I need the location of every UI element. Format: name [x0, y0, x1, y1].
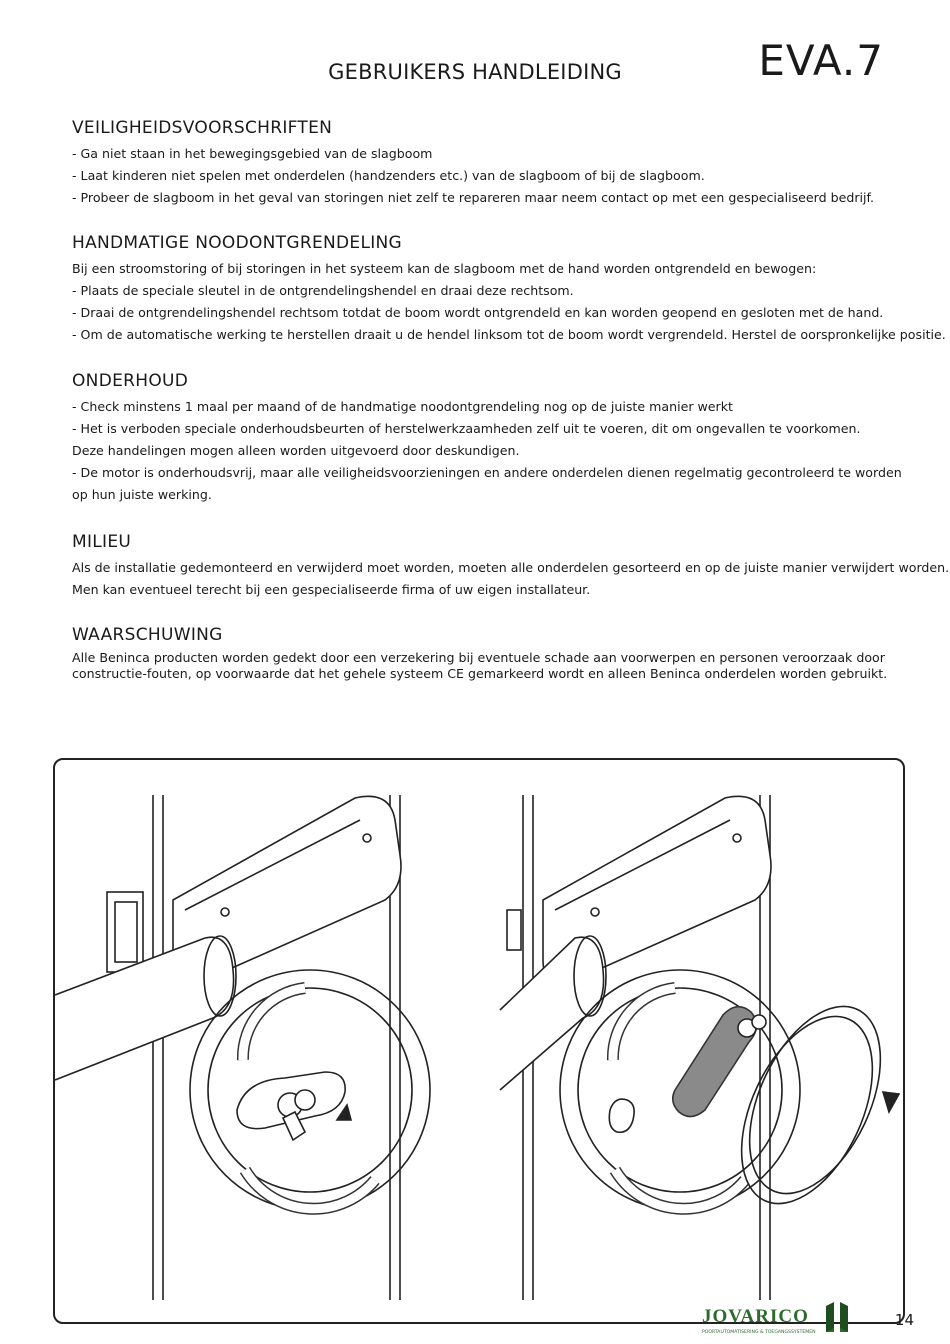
section-heading: HANDMATIGE NOODONTGRENDELING — [72, 233, 403, 253]
section-warning — [72, 625, 924, 682]
key-in-release-lever-illustration — [55, 795, 430, 1300]
section-line: - Draai de ontgrendelingshendel rechtsom totdat de boom wordt ontgrendeld en kan worden geopend en gesloten met de hand. — [72, 305, 884, 320]
svg-text:POORTAUTOMATISERING & TOEGANGS: POORTAUTOMATISERING & TOEGANGSSYSTEMEN — [702, 1330, 816, 1335]
section-line: - Probeer de slagboom in het geval van storingen niet zelf te repareren maar neem contact op met een gespecialiseerd bedrijf. — [72, 190, 875, 205]
section-heading: VEILIGHEIDSVOORSCHRIFTEN — [72, 118, 333, 138]
section-heading: WAARSCHUWING — [72, 625, 223, 645]
section-heading: ONDERHOUD — [72, 371, 189, 391]
svg-text:JOVARICO: JOVARICO — [702, 1306, 809, 1327]
section-line: Men kan eventueel terecht bij een gespecialiseerde firma of uw eigen installateur. — [72, 582, 591, 597]
company-logo — [702, 1302, 862, 1338]
model-code: EVA.7 — [758, 36, 884, 85]
rotate-clockwise-arrow — [883, 1092, 899, 1112]
section-line: op hun juiste werking. — [72, 487, 212, 502]
section-line: - Laat kinderen niet spelen met onderdelen (handzenders etc.) van de slagboom of bij de slagboom. — [72, 168, 705, 183]
section-line: - Check minstens 1 maal per maand of de handmatige noodontgrendeling nog op de juiste manier werkt — [72, 399, 733, 414]
section-line: - Om de automatische werking te herstellen draait u de hendel linksom tot de boom wordt vergrendeld. Herstel de oorspronkelijke positie. — [72, 327, 946, 342]
page-number: 14 — [894, 1311, 914, 1329]
section-line: - Het is verboden speciale onderhoudsbeurten of herstelwerkzaamheden zelf uit te voeren, dit om ongevallen te voorkomen. — [72, 421, 861, 436]
section-line: Bij een stroomstoring of bij storingen in het systeem kan de slagboom met de hand worden ontgrendeld en bewogen: — [72, 261, 817, 276]
section-line: - De motor is onderhoudsvrij, maar alle veiligheidsvoorzieningen en andere onderdelen dienen regelmatig gecontroleerd te worden — [72, 465, 902, 480]
release-illustration — [53, 758, 905, 1324]
section-maintenance — [72, 371, 922, 506]
section-manual-release — [72, 233, 946, 346]
section-line: - Ga niet staan in het bewegingsgebied van de slagboom — [72, 146, 433, 161]
section-heading: MILIEU — [72, 532, 132, 552]
section-paragraph: Alle Beninca producten worden gedekt door een verzekering bij eventuele schade aan voorwerpen en personen veroorzaak door constructie-fouten, op voorwaarde dat het gehele systeem CE gemarkeerd wordt en alleen Beninca onderdelen worden gebruikt. — [72, 650, 888, 681]
section-safety — [72, 118, 922, 209]
section-line: Deze handelingen mogen alleen worden uitgevoerd door deskundigen. — [72, 443, 520, 458]
document-title: GEBRUIKERS HANDLEIDING — [328, 60, 622, 84]
section-line: Als de installatie gedemonteerd en verwijderd moet worden, moeten alle onderdelen gesorteerd en op de juiste manier verwijdert worden. — [72, 560, 950, 575]
section-line: - Plaats de speciale sleutel in de ontgrendelingshendel en draai deze rechtsom. — [72, 283, 574, 298]
section-environment — [72, 532, 950, 601]
lever-rotated-clockwise-illustration — [500, 795, 903, 1300]
